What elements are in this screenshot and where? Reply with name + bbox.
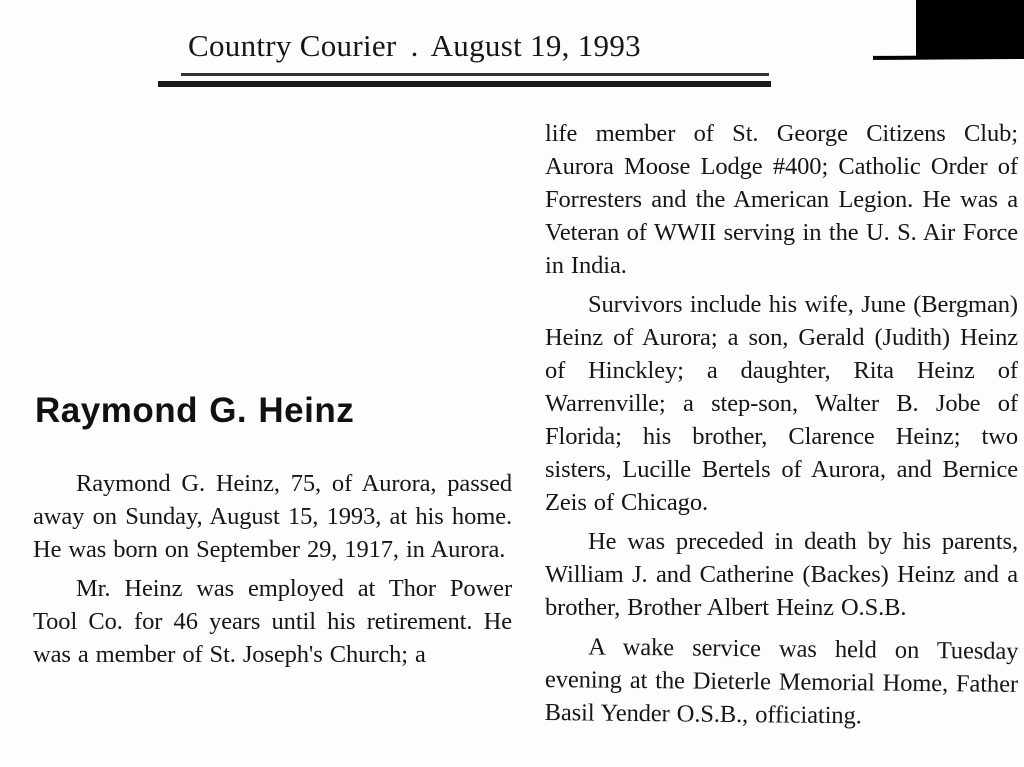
obituary-paragraph: He was preceded in death by his parents, William J. and Catherine (Backes) Heinz and a brother, Brother Albert Heinz O.S.B. <box>545 528 1018 621</box>
left-column <box>33 392 512 671</box>
right-column <box>545 117 1018 729</box>
masthead-rule-thick <box>158 81 771 87</box>
obituary-paragraph: Raymond G. Heinz, 75, of Aurora, passed away on Sunday, August 15, 1993, at his home. He was born on September 29, 1917, in Aurora. <box>33 470 512 563</box>
scan-artifact-corner-block <box>916 0 1024 57</box>
masthead-separator-dot: . <box>410 28 419 63</box>
obituary-paragraph: Survivors include his wife, June (Bergman) Heinz of Aurora; a son, Gerald (Judith) Heinz of Hinckley; a daughter, Rita Heinz of Warrenville; a step-son, Walter B. Jobe of Florida; his brother, Clarence Heinz; two sisters, Lucille Bertels of Aurora, and Bernice Zeis of Chicago. <box>545 291 1018 516</box>
masthead-rule-thin <box>181 73 769 76</box>
masthead-title: Country Courier <box>188 28 397 63</box>
obituary-paragraph: Mr. Heinz was employed at Thor Power Tool Co. for 46 years until his retirement. He was a member of St. Joseph's Church; a <box>33 575 512 668</box>
obituary-paragraph: A wake service was held on Tuesday evening at the Dieterle Memorial Home, Father Basil Yender O.S.B., officiating. <box>544 633 1019 730</box>
masthead-date: August 19, 1993 <box>430 28 641 63</box>
obituary-headline: Raymond G. Heinz <box>35 391 355 430</box>
obituary-paragraph: life member of St. George Citizens Club; Aurora Moose Lodge #400; Catholic Order of Forresters and the American Legion. He was a Veteran of WWII serving in the U. S. Air Force in India. <box>545 120 1018 279</box>
masthead <box>188 28 641 64</box>
scan-artifact-corner-line <box>873 55 1024 60</box>
